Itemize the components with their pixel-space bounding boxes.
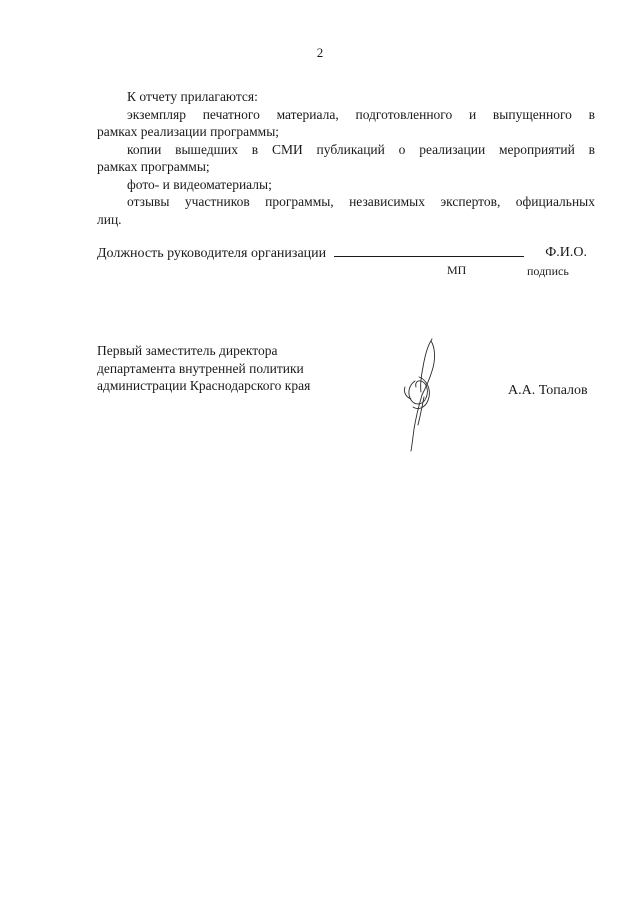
attachment-item-text: копии вышедших в СМИ публикаций о реализации мероприятий в	[127, 141, 595, 157]
attachments-heading: К отчету прилагаются:	[127, 89, 258, 104]
handwritten-signature	[395, 337, 455, 455]
attachment-item-text: фото- и видеоматериалы;	[127, 176, 272, 192]
mp-label: МП	[447, 263, 467, 277]
page-number: 2	[316, 45, 324, 60]
signer-title-line: Первый заместитель директора	[97, 343, 278, 358]
signature-blank-line	[334, 244, 524, 257]
position-line	[97, 244, 595, 263]
signer-name: А.А. Топалов	[508, 383, 588, 398]
attachment-item	[97, 193, 595, 228]
position-label: Должность руководителя организации	[97, 246, 327, 261]
signer-title	[97, 342, 357, 395]
attachment-item	[97, 141, 595, 176]
signer-title-line: администрации Краснодарского края	[97, 378, 311, 393]
attachment-item-text: отзывы участников программы, независимых экспертов, официальных	[127, 194, 595, 209]
attachment-item-text: экземпляр печатного материала, подготовленного и выпущенного в	[127, 106, 595, 122]
attachment-item-continuation: лиц.	[97, 211, 122, 227]
signature-caption: подпись	[527, 264, 569, 278]
attachment-item-continuation: рамках программы;	[97, 159, 210, 174]
attachments-section	[97, 88, 595, 228]
attachment-item	[97, 106, 595, 141]
signer-title-line: департамента внутренней политики	[97, 360, 304, 376]
attachment-item	[97, 176, 595, 194]
attachment-item-continuation: рамках реализации программы;	[97, 124, 280, 139]
fio-label: Ф.И.О.	[545, 245, 587, 260]
